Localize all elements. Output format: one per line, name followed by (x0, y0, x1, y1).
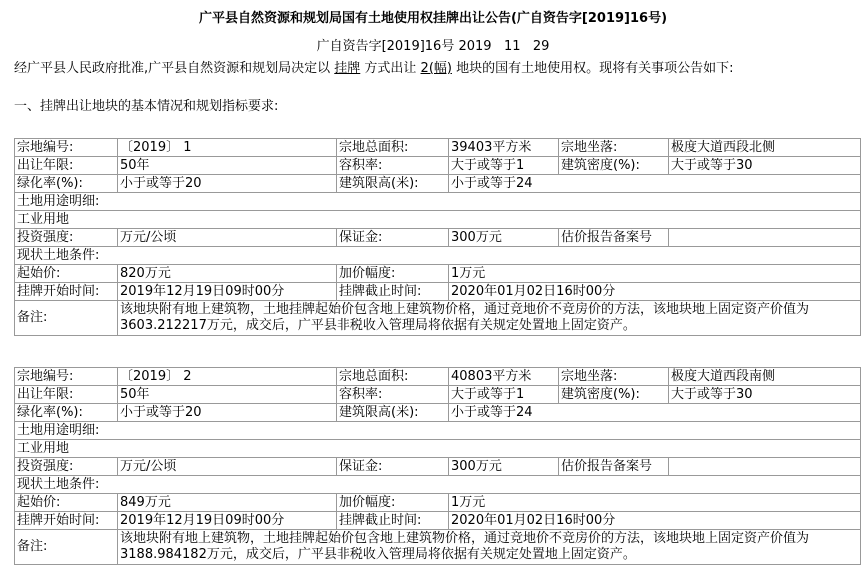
value-green: 小于或等于20 (118, 175, 337, 193)
table-row (15, 494, 861, 512)
label-condition: 现状土地条件: (15, 476, 861, 494)
value-start-time: 2019年12月19日09时00分 (118, 283, 337, 301)
intro-text-3: 地块的国有土地使用权。现将有关事项公告如下: (451, 61, 734, 76)
value-remark: 该地块附有地上建筑物，土地挂牌起始价包含地上建筑物价格，通过竞地价不竞房价的方法，该地块地上固定资产价值为3603.212217万元，成交后，广平县非税收入管理局将依据有关规定处置地上固定资产。 (118, 301, 861, 336)
label-end-time: 挂牌截止时间: (337, 283, 449, 301)
parcel-count: 2(幅) (420, 61, 452, 76)
label-invest: 投资强度: (15, 229, 118, 247)
page-title: 广平县自然资源和规划局国有土地使用权挂牌出让公告(广自资告字[2019]16号) (198, 11, 668, 26)
label-appraisal: 估价报告备案号 (559, 458, 669, 476)
table-row (15, 476, 861, 494)
value-parcel-no: 〔2019〕 2 (118, 368, 337, 386)
table-row (15, 368, 861, 386)
value-start-time: 2019年12月19日09时00分 (118, 512, 337, 530)
label-increment: 加价幅度: (337, 265, 449, 283)
table-row (15, 139, 861, 157)
table-row (15, 301, 861, 336)
label-condition: 现状土地条件: (15, 247, 861, 265)
value-start-price: 849万元 (118, 494, 337, 512)
intro-text-1: 经广平县人民政府批准,广平县自然资源和规划局决定以 (14, 61, 335, 76)
label-appraisal: 估价报告备案号 (559, 229, 669, 247)
table-row (15, 512, 861, 530)
label-height: 建筑限高(米): (337, 175, 449, 193)
table-row (15, 386, 861, 404)
table-row (15, 440, 861, 458)
value-end-time: 2020年01月02日16时00分 (449, 512, 861, 530)
value-density: 大于或等于30 (669, 386, 861, 404)
value-far: 大于或等于1 (449, 386, 559, 404)
value-use: 工业用地 (15, 440, 861, 458)
value-appraisal (669, 229, 861, 247)
value-deposit: 300万元 (449, 229, 559, 247)
value-term: 50年 (118, 157, 337, 175)
parcel-table (14, 138, 861, 336)
label-use-detail: 土地用途明细: (15, 422, 861, 440)
value-height: 小于或等于24 (449, 175, 861, 193)
value-end-time: 2020年01月02日16时00分 (449, 283, 861, 301)
value-increment: 1万元 (449, 494, 861, 512)
value-start-price: 820万元 (118, 265, 337, 283)
value-use: 工业用地 (15, 211, 861, 229)
value-invest: 万元/公顷 (118, 229, 337, 247)
label-far: 容积率: (337, 386, 449, 404)
document-number-date: 广自资告字[2019]16号 2019 11 29 (316, 39, 550, 54)
label-start-time: 挂牌开始时间: (15, 512, 118, 530)
value-appraisal (669, 458, 861, 476)
label-term: 出让年限: (15, 386, 118, 404)
label-total-area: 宗地总面积: (337, 139, 449, 157)
value-term: 50年 (118, 386, 337, 404)
label-remark: 备注: (15, 301, 118, 336)
label-start-price: 起始价: (15, 265, 118, 283)
label-height: 建筑限高(米): (337, 404, 449, 422)
table-row (15, 229, 861, 247)
value-far: 大于或等于1 (449, 157, 559, 175)
intro-text-2: 方式出让 (360, 61, 421, 76)
value-deposit: 300万元 (449, 458, 559, 476)
section-heading: 一、挂牌出让地块的基本情况和规划指标要求: (14, 99, 279, 114)
table-row (15, 283, 861, 301)
label-invest: 投资强度: (15, 458, 118, 476)
label-parcel-no: 宗地编号: (15, 139, 118, 157)
value-parcel-no: 〔2019〕 1 (118, 139, 337, 157)
label-increment: 加价幅度: (337, 494, 449, 512)
label-end-time: 挂牌截止时间: (337, 512, 449, 530)
label-deposit: 保证金: (337, 229, 449, 247)
value-invest: 万元/公顷 (118, 458, 337, 476)
label-density: 建筑密度(%): (559, 157, 669, 175)
value-total-area: 40803平方米 (449, 368, 559, 386)
table-row (15, 193, 861, 211)
value-green: 小于或等于20 (118, 404, 337, 422)
value-total-area: 39403平方米 (449, 139, 559, 157)
intro-paragraph (14, 60, 864, 78)
table-row (15, 265, 861, 283)
label-green: 绿化率(%): (15, 175, 118, 193)
label-green: 绿化率(%): (15, 404, 118, 422)
table-row (15, 175, 861, 193)
table-row (15, 530, 861, 565)
table-row (15, 247, 861, 265)
label-deposit: 保证金: (337, 458, 449, 476)
table-row (15, 404, 861, 422)
value-location: 极度大道西段南侧 (669, 368, 861, 386)
label-start-time: 挂牌开始时间: (15, 283, 118, 301)
transfer-method: 挂牌 (334, 61, 361, 76)
value-increment: 1万元 (449, 265, 861, 283)
value-location: 极度大道西段北侧 (669, 139, 861, 157)
parcel-table (14, 367, 861, 565)
label-remark: 备注: (15, 530, 118, 565)
label-density: 建筑密度(%): (559, 386, 669, 404)
value-height: 小于或等于24 (449, 404, 861, 422)
value-remark: 该地块附有地上建筑物，土地挂牌起始价包含地上建筑物价格，通过竞地价不竞房价的方法，该地块地上固定资产价值为3188.984182万元，成交后，广平县非税收入管理局将依据有关规定处置地上固定资产。 (118, 530, 861, 565)
label-total-area: 宗地总面积: (337, 368, 449, 386)
table-row (15, 458, 861, 476)
label-start-price: 起始价: (15, 494, 118, 512)
label-parcel-no: 宗地编号: (15, 368, 118, 386)
label-location: 宗地坐落: (559, 139, 669, 157)
table-row (15, 157, 861, 175)
table-row (15, 422, 861, 440)
label-use-detail: 土地用途明细: (15, 193, 861, 211)
label-location: 宗地坐落: (559, 368, 669, 386)
value-density: 大于或等于30 (669, 157, 861, 175)
label-far: 容积率: (337, 157, 449, 175)
label-term: 出让年限: (15, 157, 118, 175)
table-row (15, 211, 861, 229)
